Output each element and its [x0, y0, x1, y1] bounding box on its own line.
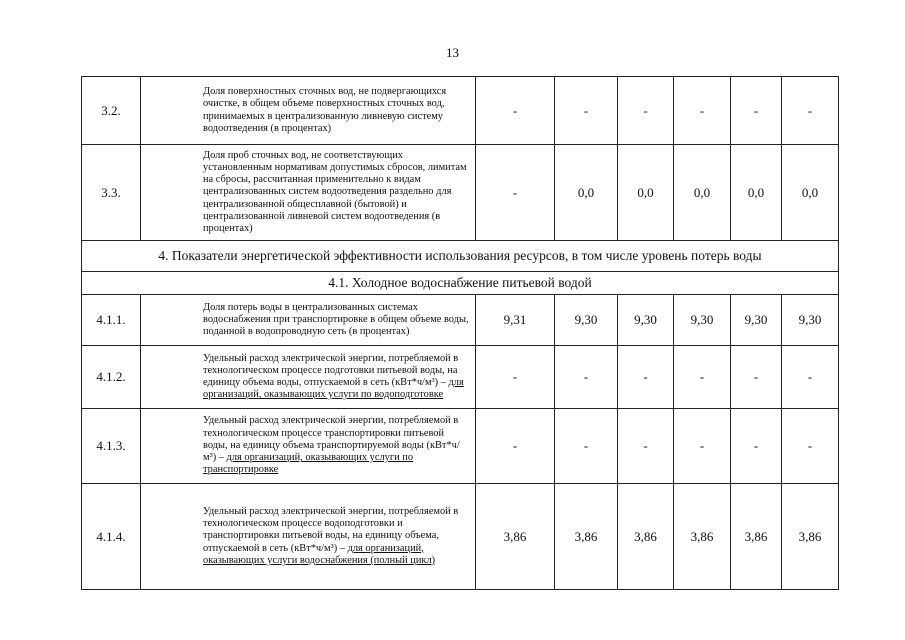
value-cell: 3,86 [731, 484, 782, 590]
value-cell: - [476, 409, 555, 484]
value-cell: 9,30 [674, 295, 731, 346]
value-cell: - [674, 346, 731, 409]
value-cell: - [782, 77, 839, 145]
value-cell: 0,0 [674, 145, 731, 241]
row-description [141, 346, 476, 409]
value-cell: - [731, 77, 782, 145]
row-number: 4.1.1. [82, 295, 141, 346]
description-text: Удельный расход электрической энергии, потребляемой в технологическом процессе транспортировки питьевой воды, на единицу объема транспортируемой воды (кВт*ч/м³) – [203, 415, 460, 464]
value-cell: - [476, 346, 555, 409]
value-cell: - [618, 346, 674, 409]
value-cell: - [731, 409, 782, 484]
value-cell: 0,0 [618, 145, 674, 241]
value-cell: 3,86 [555, 484, 618, 590]
row-number: 3.2. [82, 77, 141, 145]
value-cell: - [782, 409, 839, 484]
section-title: 4. Показатели энергетической эффективности использования ресурсов, в том числе уровень потерь воды [82, 241, 839, 272]
table-row [82, 295, 839, 346]
description-text: Удельный расход электрической энергии, потребляемой в технологическом процессе водоподготовки и транспортировки питьевой воды, на единицу объема, отпускаемой в сеть (кВт*ч/м³) – [203, 505, 459, 554]
value-cell: - [618, 409, 674, 484]
description-text: Удельный расход электрической энергии, потребляемой в технологическом процессе подготовки питьевой воды, на единицу объема воды, отпускаемой в сеть (кВт*ч/м³) – [203, 352, 459, 388]
value-cell: - [476, 77, 555, 145]
row-description: Доля потерь воды в централизованных системах водоснабжения при транспортировке в общем объеме воды, поданной в водопроводную сеть (в процентах) [141, 295, 476, 346]
value-cell: 3,86 [674, 484, 731, 590]
value-cell: - [674, 409, 731, 484]
table-row [82, 77, 839, 145]
value-cell: 3,86 [782, 484, 839, 590]
value-cell: 9,30 [618, 295, 674, 346]
value-cell: - [555, 409, 618, 484]
page-number: 13 [446, 45, 459, 60]
value-cell: - [618, 77, 674, 145]
value-cell: 0,0 [555, 145, 618, 241]
subsection-title: 4.1. Холодное водоснабжение питьевой водой [82, 272, 839, 295]
table-row [82, 484, 839, 590]
value-cell: - [731, 346, 782, 409]
row-number: 4.1.3. [82, 409, 141, 484]
row-number: 4.1.4. [82, 484, 141, 590]
indicators-table [81, 76, 839, 590]
row-number: 3.3. [82, 145, 141, 241]
row-description [141, 484, 476, 590]
value-cell: - [555, 77, 618, 145]
value-cell: - [476, 145, 555, 241]
section-header-row [82, 241, 839, 272]
description-underlined-text: для организаций, оказывающих услуги по водоподготовке [203, 377, 464, 401]
value-cell: 0,0 [782, 145, 839, 241]
row-number: 4.1.2. [82, 346, 141, 409]
value-cell: 3,86 [618, 484, 674, 590]
value-cell: - [555, 346, 618, 409]
subsection-header-row [82, 272, 839, 295]
value-cell: 9,30 [731, 295, 782, 346]
table-row [82, 346, 839, 409]
row-description: Доля поверхностных сточных вод, не подвергающихся очистке, в общем объеме поверхностных сточных вод, принимаемых в централизованную ливневую систему водоотведения (в процентах) [141, 77, 476, 145]
description-underlined-text: для организаций, оказывающих услуги по транспортировке [203, 452, 414, 476]
row-description [141, 409, 476, 484]
table-row [82, 409, 839, 484]
value-cell: 3,86 [476, 484, 555, 590]
row-description: Доля проб сточных вод, не соответствующих установленным нормативам допустимых сбросов, лимитам на сбросы, рассчитанная применительно к видам централизованных систем водоотведения раздельно для централизованной общесплавной (бытовой) и централизованной ливневой систем водоотведения (в процентах) [141, 145, 476, 241]
value-cell: 0,0 [731, 145, 782, 241]
value-cell: - [674, 77, 731, 145]
value-cell: 9,30 [782, 295, 839, 346]
description-underlined-text: для организаций, оказывающих услуги водоснабжения (полный цикл) [203, 542, 436, 566]
table-row [82, 145, 839, 241]
value-cell: - [782, 346, 839, 409]
value-cell: 9,30 [555, 295, 618, 346]
value-cell: 9,31 [476, 295, 555, 346]
